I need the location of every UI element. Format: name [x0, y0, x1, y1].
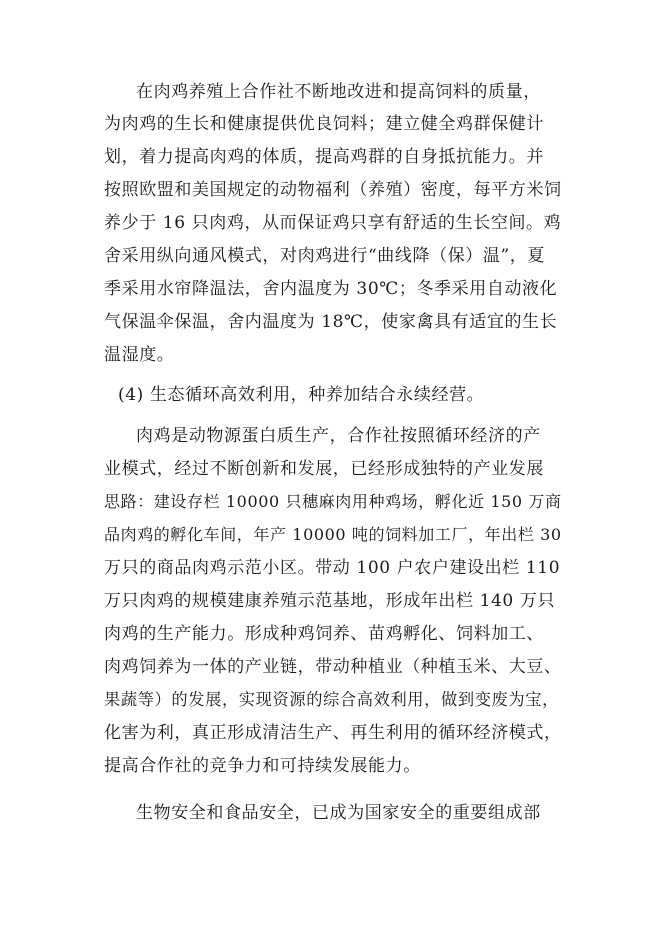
paragraph2-line-1: 肉鸡是动物源蛋白质生产，合作社按照循环经济的产 — [136, 426, 541, 446]
paragraph1-line-5: 养少于 16 只肉鸡，从而保证鸡只享有舒适的生长空间。鸡 — [104, 213, 562, 233]
paragraph1-line-4: 按照欧盟和美国规定的动物福利（养殖）密度，每平方米饲 — [104, 180, 562, 200]
paragraph1-line-7: 季采用水帘降温法，舍内温度为 30℃；冬季采用自动液化 — [104, 279, 558, 299]
paragraph2-line-10: 化害为利，真正形成清洁生产、再生利用的循环经济模式， — [104, 723, 562, 743]
paragraph2-line-6: 万只肉鸡的规模建康养殖示范基地，形成年出栏 140 万只 — [104, 591, 556, 611]
paragraph1-line-6: 舍采用纵向通风模式，对肉鸡进行“曲线降（保）温”，夏 — [104, 246, 545, 266]
paragraph2-line-2: 业模式，经过不断创新和发展，已经形成独特的产业发展 — [104, 459, 544, 479]
paragraph2-line-9: 果蔬等）的发展，实现资源的综合高效利用，做到变废为宝， — [104, 690, 559, 709]
paragraph1-line-9: 温湿度。 — [104, 345, 175, 365]
paragraph1-line-3: 划，着力提高肉鸡的体质，提高鸡群的自身抵抗能力。并 — [104, 147, 544, 167]
paragraph1-line-1: 在肉鸡养殖上合作社不断地改进和提高饲料的质量， — [136, 82, 541, 102]
paragraph2-line-8: 肉鸡饲养为一体的产业链，带动种植业（种植玉米、大豆、 — [104, 657, 562, 677]
paragraph2-line-11: 提高合作社的竞争力和可持续发展能力。 — [104, 756, 421, 776]
paragraph1-line-8: 气保温伞保温，舍内温度为 18℃，使家禽具有适宜的生长 — [104, 312, 558, 332]
paragraph2-line-7: 肉鸡的生产能力。形成种鸡饲养、苗鸡孵化、饲料加工、 — [104, 624, 544, 644]
section-heading-4: (4) 生态循环高效利用，种养加结合永续经营。 — [118, 385, 485, 405]
paragraph2-line-5: 万只的商品肉鸡示范小区。带动 100 户农户建设出栏 110 — [104, 558, 561, 578]
paragraph1-line-2: 为肉鸡的生长和健康提供优良饲料；建立健全鸡群保健计 — [104, 114, 544, 134]
paragraph2-line-4: 品肉鸡的孵化车间，年产 10000 吨的饲料加工厂，年出栏 30 — [104, 525, 562, 544]
paragraph2-line-3: 思路：建设存栏 10000 只穗麻肉用种鸡场，孵化近 150 万商 — [104, 492, 562, 511]
paragraph3-line-1: 生物安全和食品安全，已成为国家安全的重要组成部 — [136, 803, 541, 823]
